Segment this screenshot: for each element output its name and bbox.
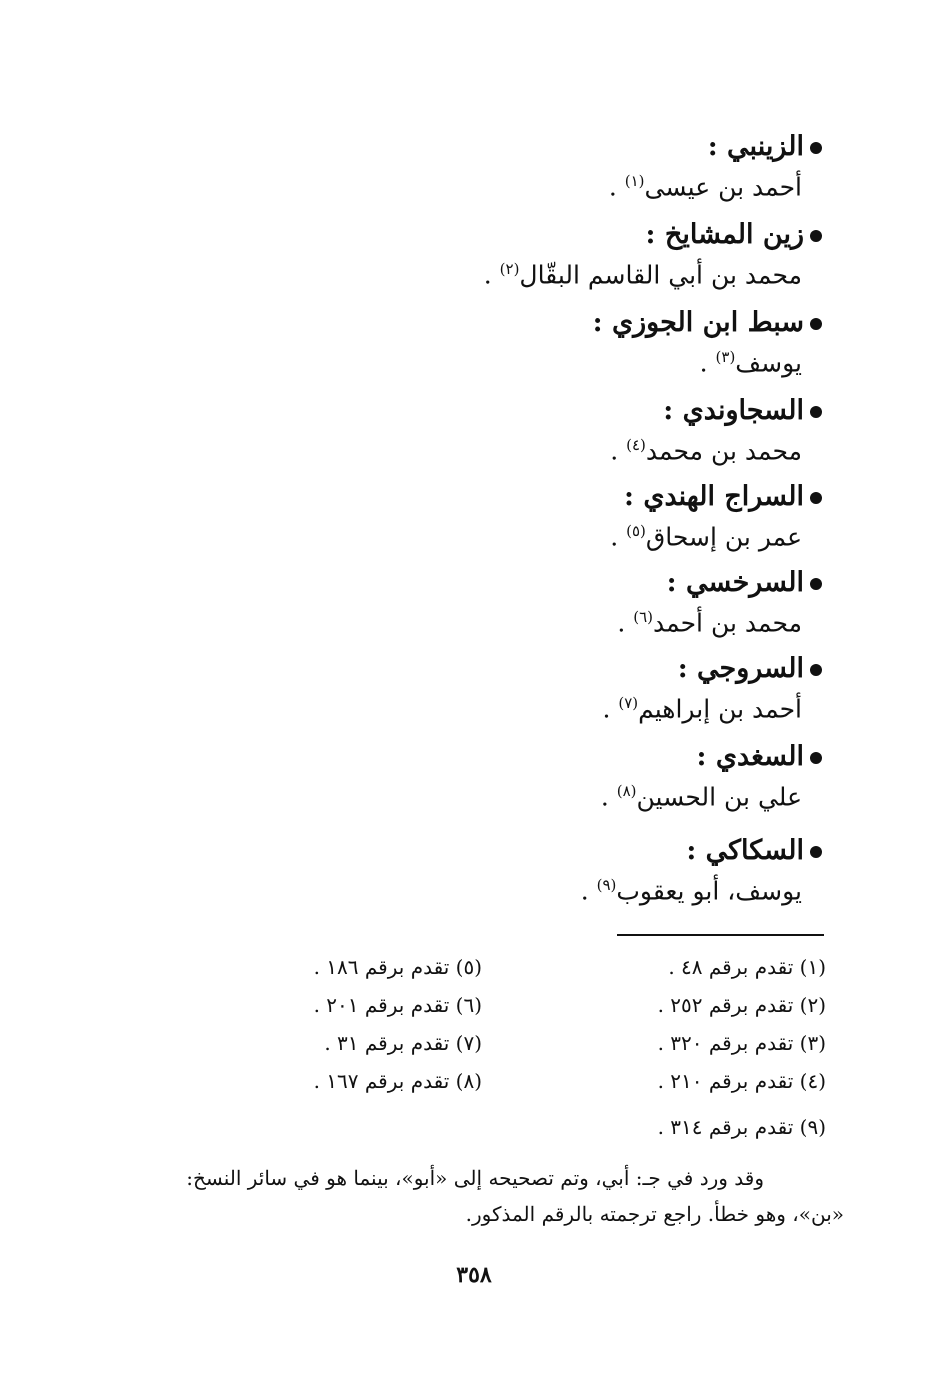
entry-heading: السجاوندي : [610,394,822,428]
footnote-ref[interactable]: (٧) [618,694,639,712]
entry-8 [601,740,822,814]
footnote-3: (٣) تقدم برقم ٣٢٠ . [657,1031,826,1055]
bullet-icon [810,406,822,418]
entry-heading: السرخسي : [617,566,822,600]
footnote-ref[interactable]: (٣) [715,348,736,366]
entry-3 [593,306,822,380]
entry-heading: الزينبي : [609,130,822,164]
footnote-2: (٢) تقدم برقم ٢٥٢ . [657,993,826,1017]
footnote-7: (٧) تقدم برقم ٣١ . [324,1031,482,1055]
footnote-ref[interactable]: (٢) [499,260,520,278]
footnote-divider [617,934,824,936]
footnote-ref[interactable]: (٤) [626,436,646,454]
entry-heading: السغدي : [601,740,822,774]
footnote-4: (٤) تقدم برقم ٢١٠ . [657,1069,826,1093]
entry-heading: السراج الهندي : [610,480,822,514]
entry-9 [581,834,822,908]
footnote-ref[interactable]: (٦) [633,608,654,626]
note-line-1: وقد ورد في جـ: أبي، وتم تصحيحه إلى «أبو»، بينما هو في سائر النسخ: [186,1166,764,1190]
entry-5 [610,480,822,554]
entry-heading: زين المشايخ : [484,218,822,252]
footnote-ref[interactable]: (٥) [626,522,646,540]
entry-2 [484,218,822,292]
bullet-icon [810,230,822,242]
entry-name: محمد بن محمد$^{(٤)}$ . [610,436,802,466]
bullet-icon [810,846,822,858]
entry-name: يوسف، أبو يعقوب$^{(٩)}$ . [580,876,802,906]
footnote-1: (١) تقدم برقم ٤٨ . [668,955,826,979]
entry-7 [602,652,822,726]
footnote-5: (٥) تقدم برقم ١٨٦ . [313,955,482,979]
bullet-icon [810,492,822,504]
entry-heading: السكاكي : [581,834,822,868]
bullet-icon [810,664,822,676]
footnote-6: (٦) تقدم برقم ٢٠١ . [313,993,482,1017]
page-number: ٣٥٨ [456,1262,492,1288]
footnote-ref[interactable]: (٨) [616,782,637,800]
footnote-8: (٨) تقدم برقم ١٦٧ . [313,1069,482,1093]
entry-name: أحمد بن عيسى$^{(١)}$ . [608,172,802,202]
footnote-ref[interactable]: (٩) [596,876,617,894]
footnote-9-note [110,1160,844,1232]
entry-name: علي بن الحسين$^{(٨)}$ . [600,782,802,812]
bullet-icon [810,142,822,154]
entry-name: محمد بن أحمد$^{(٦)}$ . [617,608,802,638]
entry-name: محمد بن أبي القاسم البقّال$^{(٢)}$ . [483,260,802,290]
entry-4 [610,394,822,468]
entry-heading: السروجي : [602,652,822,686]
entry-name: عمر بن إسحاق$^{(٥)}$ . [610,522,802,552]
bullet-icon [810,752,822,764]
entry-6 [617,566,822,640]
bullet-icon [810,578,822,590]
bullet-icon [810,318,822,330]
footnote-ref[interactable]: (١) [624,172,645,190]
entry-name: أحمد بن إبراهيم$^{(٧)}$ . [602,694,802,724]
note-line-2: «بن»، وهو خطأ. راجع ترجمته بالرقم المذكور. [465,1202,844,1226]
entry-1 [609,130,822,204]
entry-name: يوسف$^{(٣)}$ . [699,348,802,378]
footnote-9: (٩) تقدم برقم ٣١٤ . [657,1115,826,1139]
entry-heading: سبط ابن الجوزي : [593,306,822,340]
